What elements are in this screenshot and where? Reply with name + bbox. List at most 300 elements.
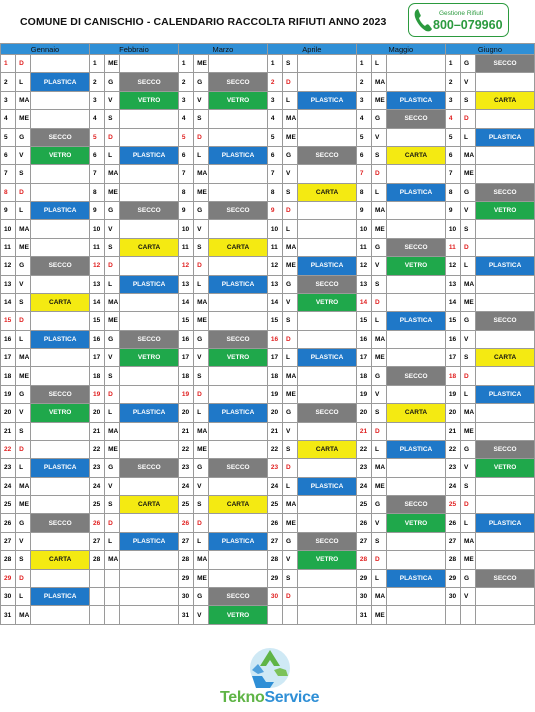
weekday: ME bbox=[283, 514, 298, 532]
collection-empty bbox=[476, 220, 535, 238]
weekday: D bbox=[372, 293, 387, 311]
day-number: 28 bbox=[89, 551, 104, 569]
day-number: 24 bbox=[1, 477, 16, 495]
empty-cell bbox=[283, 606, 298, 625]
collection-empty bbox=[31, 606, 90, 625]
weekday: V bbox=[460, 73, 475, 91]
day-number: 23 bbox=[267, 459, 282, 477]
collection-empty bbox=[476, 587, 535, 605]
weekday: D bbox=[283, 459, 298, 477]
day-number: 4 bbox=[1, 110, 16, 128]
collection-secco: SECCO bbox=[476, 55, 535, 73]
table-row bbox=[1, 349, 535, 367]
collection-empty bbox=[31, 477, 90, 495]
day-number: 14 bbox=[89, 293, 104, 311]
empty-cell bbox=[105, 587, 120, 605]
weekday: S bbox=[16, 293, 31, 311]
day-number: 19 bbox=[356, 385, 371, 403]
weekday: MA bbox=[372, 459, 387, 477]
day-number: 30 bbox=[267, 587, 282, 605]
collection-empty bbox=[209, 183, 268, 201]
collection-empty bbox=[209, 128, 268, 146]
collection-empty bbox=[476, 330, 535, 348]
weekday: G bbox=[105, 459, 120, 477]
day-number: 6 bbox=[1, 146, 16, 164]
collection-empty bbox=[476, 367, 535, 385]
day-number: 19 bbox=[178, 385, 193, 403]
collection-empty bbox=[387, 459, 446, 477]
day-number: 10 bbox=[267, 220, 282, 238]
collection-empty bbox=[31, 569, 90, 587]
collection-empty bbox=[298, 385, 357, 403]
collection-empty bbox=[209, 367, 268, 385]
day-number: 11 bbox=[89, 238, 104, 256]
day-number: 3 bbox=[1, 91, 16, 109]
collection-empty bbox=[209, 293, 268, 311]
table-row bbox=[1, 587, 535, 605]
collection-vetro: VETRO bbox=[120, 91, 179, 109]
collection-empty bbox=[120, 440, 179, 458]
weekday: G bbox=[283, 532, 298, 550]
weekday: G bbox=[460, 440, 475, 458]
collection-empty bbox=[209, 165, 268, 183]
day-number: 14 bbox=[1, 293, 16, 311]
collection-empty bbox=[209, 385, 268, 403]
weekday: D bbox=[105, 128, 120, 146]
month-header-marzo: Marzo bbox=[178, 44, 267, 55]
collection-secco: SECCO bbox=[120, 202, 179, 220]
weekday: V bbox=[372, 257, 387, 275]
day-number: 26 bbox=[445, 514, 460, 532]
collection-plastica: PLASTICA bbox=[31, 330, 90, 348]
table-row bbox=[1, 551, 535, 569]
day-number: 7 bbox=[1, 165, 16, 183]
weekday: L bbox=[194, 532, 209, 550]
weekday: MA bbox=[194, 551, 209, 569]
weekday: S bbox=[460, 220, 475, 238]
table-row bbox=[1, 146, 535, 164]
collection-carta: CARTA bbox=[476, 349, 535, 367]
page-title: COMUNE DI CANISCHIO - CALENDARIO RACCOLTA RIFIUTI ANNO 2023 bbox=[20, 16, 387, 28]
day-number: 14 bbox=[445, 293, 460, 311]
day-number: 25 bbox=[445, 496, 460, 514]
day-number: 18 bbox=[445, 367, 460, 385]
collection-empty bbox=[387, 349, 446, 367]
collection-empty bbox=[120, 128, 179, 146]
weekday: V bbox=[194, 91, 209, 109]
empty-cell bbox=[476, 606, 535, 625]
collection-plastica: PLASTICA bbox=[298, 257, 357, 275]
day-number: 2 bbox=[178, 73, 193, 91]
weekday: ME bbox=[460, 293, 475, 311]
weekday: ME bbox=[372, 606, 387, 625]
day-number: 20 bbox=[1, 404, 16, 422]
day-number: 28 bbox=[445, 551, 460, 569]
weekday: S bbox=[283, 569, 298, 587]
collection-secco: SECCO bbox=[298, 275, 357, 293]
day-number: 22 bbox=[178, 440, 193, 458]
day-number: 15 bbox=[445, 312, 460, 330]
collection-plastica: PLASTICA bbox=[209, 404, 268, 422]
weekday: MA bbox=[372, 587, 387, 605]
table-row bbox=[1, 440, 535, 458]
weekday: D bbox=[460, 496, 475, 514]
collection-plastica: PLASTICA bbox=[209, 532, 268, 550]
day-number: 17 bbox=[89, 349, 104, 367]
day-number: 18 bbox=[178, 367, 193, 385]
day-number: 24 bbox=[178, 477, 193, 495]
weekday: ME bbox=[372, 349, 387, 367]
collection-vetro: VETRO bbox=[298, 293, 357, 311]
collection-plastica: PLASTICA bbox=[476, 257, 535, 275]
day-number: 31 bbox=[1, 606, 16, 625]
collection-vetro: VETRO bbox=[476, 202, 535, 220]
weekday: S bbox=[16, 422, 31, 440]
weekday: D bbox=[372, 422, 387, 440]
day-number: 24 bbox=[445, 477, 460, 495]
collection-secco: SECCO bbox=[120, 459, 179, 477]
weekday: S bbox=[283, 55, 298, 73]
collection-carta: CARTA bbox=[298, 183, 357, 201]
collection-empty bbox=[120, 385, 179, 403]
weekday: MA bbox=[460, 532, 475, 550]
weekday: D bbox=[194, 128, 209, 146]
collection-secco: SECCO bbox=[387, 110, 446, 128]
table-row bbox=[1, 496, 535, 514]
weekday: D bbox=[283, 73, 298, 91]
collection-empty bbox=[387, 477, 446, 495]
weekday: MA bbox=[105, 293, 120, 311]
collection-empty bbox=[31, 165, 90, 183]
weekday: S bbox=[460, 91, 475, 109]
day-number: 16 bbox=[89, 330, 104, 348]
collection-vetro: VETRO bbox=[31, 146, 90, 164]
collection-empty bbox=[120, 367, 179, 385]
day-number: 3 bbox=[356, 91, 371, 109]
collection-vetro: VETRO bbox=[209, 606, 268, 625]
collection-empty bbox=[298, 110, 357, 128]
empty-cell bbox=[120, 606, 179, 625]
collection-vetro: VETRO bbox=[209, 349, 268, 367]
collection-empty bbox=[298, 587, 357, 605]
table-row bbox=[1, 91, 535, 109]
weekday: MA bbox=[194, 422, 209, 440]
weekday: ME bbox=[194, 55, 209, 73]
day-number: 2 bbox=[1, 73, 16, 91]
day-number: 1 bbox=[267, 55, 282, 73]
weekday: D bbox=[283, 202, 298, 220]
collection-empty bbox=[476, 238, 535, 256]
day-number: 10 bbox=[356, 220, 371, 238]
weekday: D bbox=[283, 330, 298, 348]
empty-cell bbox=[89, 606, 104, 625]
day-number: 1 bbox=[356, 55, 371, 73]
weekday: L bbox=[16, 202, 31, 220]
collection-secco: SECCO bbox=[298, 146, 357, 164]
day-number: 20 bbox=[267, 404, 282, 422]
day-number: 21 bbox=[89, 422, 104, 440]
day-number: 21 bbox=[1, 422, 16, 440]
table-row bbox=[1, 606, 535, 625]
day-number: 2 bbox=[89, 73, 104, 91]
day-number: 22 bbox=[1, 440, 16, 458]
day-number: 25 bbox=[89, 496, 104, 514]
collection-empty bbox=[387, 330, 446, 348]
day-number: 28 bbox=[267, 551, 282, 569]
day-number: 25 bbox=[1, 496, 16, 514]
day-number: 26 bbox=[267, 514, 282, 532]
day-number: 7 bbox=[89, 165, 104, 183]
collection-empty bbox=[298, 165, 357, 183]
collection-empty bbox=[298, 330, 357, 348]
collection-secco: SECCO bbox=[120, 330, 179, 348]
table-row bbox=[1, 183, 535, 201]
day-number: 15 bbox=[178, 312, 193, 330]
collection-plastica: PLASTICA bbox=[298, 349, 357, 367]
table-row bbox=[1, 367, 535, 385]
weekday: V bbox=[460, 587, 475, 605]
day-number: 21 bbox=[178, 422, 193, 440]
day-number: 14 bbox=[178, 293, 193, 311]
weekday: ME bbox=[16, 367, 31, 385]
weekday: D bbox=[16, 183, 31, 201]
table-row bbox=[1, 312, 535, 330]
day-number: 23 bbox=[178, 459, 193, 477]
weekday: MA bbox=[105, 422, 120, 440]
empty-cell bbox=[120, 587, 179, 605]
weekday: V bbox=[16, 146, 31, 164]
month-header-giugno: Giugno bbox=[445, 44, 534, 55]
collection-secco: SECCO bbox=[120, 73, 179, 91]
weekday: D bbox=[460, 367, 475, 385]
weekday: MA bbox=[460, 146, 475, 164]
day-number: 30 bbox=[356, 587, 371, 605]
weekday: D bbox=[194, 385, 209, 403]
collection-empty bbox=[476, 422, 535, 440]
collection-plastica: PLASTICA bbox=[476, 514, 535, 532]
table-row bbox=[1, 477, 535, 495]
day-number: 16 bbox=[267, 330, 282, 348]
day-number: 5 bbox=[356, 128, 371, 146]
weekday: MA bbox=[16, 349, 31, 367]
day-number: 10 bbox=[445, 220, 460, 238]
weekday: ME bbox=[105, 312, 120, 330]
day-number: 5 bbox=[267, 128, 282, 146]
collection-plastica: PLASTICA bbox=[476, 128, 535, 146]
collection-vetro: VETRO bbox=[31, 404, 90, 422]
weekday: S bbox=[194, 238, 209, 256]
weekday: V bbox=[460, 459, 475, 477]
weekday: MA bbox=[460, 404, 475, 422]
weekday: MA bbox=[194, 165, 209, 183]
day-number: 3 bbox=[267, 91, 282, 109]
collection-empty bbox=[387, 587, 446, 605]
day-number: 18 bbox=[1, 367, 16, 385]
day-number: 4 bbox=[178, 110, 193, 128]
weekday: S bbox=[105, 496, 120, 514]
collection-empty bbox=[387, 220, 446, 238]
weekday: V bbox=[194, 349, 209, 367]
month-header-maggio: Maggio bbox=[356, 44, 445, 55]
day-number: 25 bbox=[267, 496, 282, 514]
weekday: D bbox=[194, 257, 209, 275]
table-row bbox=[1, 220, 535, 238]
weekday: V bbox=[105, 477, 120, 495]
weekday: G bbox=[194, 330, 209, 348]
weekday: MA bbox=[283, 496, 298, 514]
collection-empty bbox=[120, 312, 179, 330]
weekday: ME bbox=[194, 183, 209, 201]
weekday: D bbox=[372, 551, 387, 569]
collection-empty bbox=[298, 73, 357, 91]
weekday: ME bbox=[105, 183, 120, 201]
weekday: V bbox=[105, 220, 120, 238]
day-number: 8 bbox=[445, 183, 460, 201]
collection-plastica: PLASTICA bbox=[387, 569, 446, 587]
day-number: 15 bbox=[1, 312, 16, 330]
weekday: D bbox=[16, 55, 31, 73]
day-number: 8 bbox=[267, 183, 282, 201]
weekday: MA bbox=[105, 551, 120, 569]
empty-cell bbox=[298, 606, 357, 625]
collection-plastica: PLASTICA bbox=[387, 183, 446, 201]
weekday: G bbox=[16, 257, 31, 275]
collection-empty bbox=[209, 312, 268, 330]
day-number: 2 bbox=[445, 73, 460, 91]
day-number: 13 bbox=[445, 275, 460, 293]
collection-empty bbox=[387, 551, 446, 569]
weekday: L bbox=[105, 146, 120, 164]
day-number: 8 bbox=[356, 183, 371, 201]
day-number: 2 bbox=[267, 73, 282, 91]
collection-empty bbox=[31, 532, 90, 550]
collection-empty bbox=[209, 110, 268, 128]
weekday: G bbox=[460, 312, 475, 330]
day-number: 21 bbox=[267, 422, 282, 440]
collection-carta: CARTA bbox=[120, 496, 179, 514]
day-number: 21 bbox=[356, 422, 371, 440]
day-number: 28 bbox=[178, 551, 193, 569]
collection-secco: SECCO bbox=[209, 587, 268, 605]
weekday: MA bbox=[16, 91, 31, 109]
weekday: ME bbox=[460, 422, 475, 440]
collection-secco: SECCO bbox=[209, 73, 268, 91]
weekday: G bbox=[105, 330, 120, 348]
table-row bbox=[1, 275, 535, 293]
weekday: D bbox=[194, 514, 209, 532]
empty-cell bbox=[105, 569, 120, 587]
collection-empty bbox=[298, 569, 357, 587]
weekday: G bbox=[460, 183, 475, 201]
collection-empty bbox=[120, 293, 179, 311]
day-number: 11 bbox=[356, 238, 371, 256]
day-number: 21 bbox=[445, 422, 460, 440]
day-number: 22 bbox=[356, 440, 371, 458]
weekday: L bbox=[283, 91, 298, 109]
weekday: L bbox=[194, 275, 209, 293]
collection-empty bbox=[387, 55, 446, 73]
weekday: S bbox=[194, 496, 209, 514]
day-number: 7 bbox=[356, 165, 371, 183]
table-row bbox=[1, 165, 535, 183]
collection-plastica: PLASTICA bbox=[387, 440, 446, 458]
weekday: V bbox=[372, 514, 387, 532]
weekday: S bbox=[460, 477, 475, 495]
day-number: 22 bbox=[89, 440, 104, 458]
weekday: S bbox=[105, 238, 120, 256]
table-row bbox=[1, 385, 535, 403]
day-number: 17 bbox=[1, 349, 16, 367]
day-number: 22 bbox=[267, 440, 282, 458]
weekday: S bbox=[372, 532, 387, 550]
day-number: 31 bbox=[356, 606, 371, 625]
collection-carta: CARTA bbox=[387, 146, 446, 164]
service-label: Gestione Rifiuti bbox=[439, 10, 484, 17]
month-header-aprile: Aprile bbox=[267, 44, 356, 55]
collection-empty bbox=[209, 440, 268, 458]
collection-empty bbox=[120, 55, 179, 73]
weekday: V bbox=[283, 293, 298, 311]
collection-empty bbox=[387, 275, 446, 293]
day-number: 3 bbox=[89, 91, 104, 109]
collection-secco: SECCO bbox=[476, 569, 535, 587]
empty-cell bbox=[267, 606, 282, 625]
day-number: 17 bbox=[267, 349, 282, 367]
weekday: ME bbox=[105, 55, 120, 73]
collection-carta: CARTA bbox=[31, 551, 90, 569]
weekday: G bbox=[16, 128, 31, 146]
day-number: 12 bbox=[1, 257, 16, 275]
weekday: D bbox=[105, 257, 120, 275]
weekday: D bbox=[16, 440, 31, 458]
day-number: 1 bbox=[89, 55, 104, 73]
day-number: 30 bbox=[178, 587, 193, 605]
collection-empty bbox=[298, 514, 357, 532]
collection-empty bbox=[476, 532, 535, 550]
day-number: 19 bbox=[89, 385, 104, 403]
weekday: V bbox=[283, 551, 298, 569]
weekday: S bbox=[460, 349, 475, 367]
weekday: G bbox=[372, 496, 387, 514]
weekday: S bbox=[105, 367, 120, 385]
collection-empty bbox=[209, 257, 268, 275]
collection-empty bbox=[120, 257, 179, 275]
day-number: 25 bbox=[356, 496, 371, 514]
day-number: 19 bbox=[1, 385, 16, 403]
day-number: 17 bbox=[178, 349, 193, 367]
collection-empty bbox=[387, 73, 446, 91]
weekday: V bbox=[460, 330, 475, 348]
weekday: D bbox=[372, 165, 387, 183]
day-number: 23 bbox=[445, 459, 460, 477]
collection-plastica: PLASTICA bbox=[298, 91, 357, 109]
day-number: 4 bbox=[89, 110, 104, 128]
day-number: 29 bbox=[1, 569, 16, 587]
collection-secco: SECCO bbox=[31, 514, 90, 532]
empty-cell bbox=[105, 606, 120, 625]
calendar-table bbox=[0, 43, 535, 625]
weekday: S bbox=[194, 110, 209, 128]
weekday: G bbox=[194, 459, 209, 477]
collection-plastica: PLASTICA bbox=[31, 459, 90, 477]
weekday: D bbox=[105, 514, 120, 532]
collection-empty bbox=[476, 551, 535, 569]
day-number: 12 bbox=[89, 257, 104, 275]
day-number: 29 bbox=[445, 569, 460, 587]
day-number: 18 bbox=[356, 367, 371, 385]
collection-empty bbox=[31, 496, 90, 514]
table-row bbox=[1, 55, 535, 73]
